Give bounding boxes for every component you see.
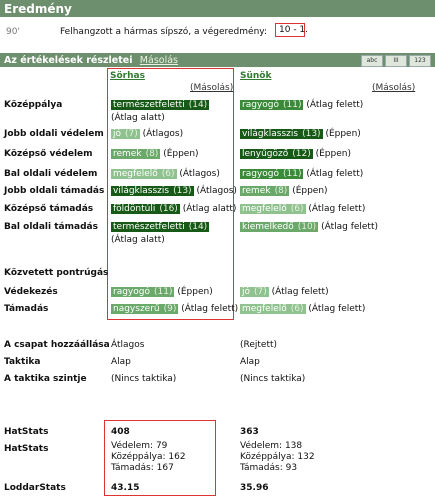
home-rating-right-attack-qual: (Átlagos) [196,186,237,196]
home-rating-right-defense-level: (7) [125,129,138,139]
home-rating-right-attack-value: világklasszis [113,186,170,196]
home-rating-left-attack [111,221,233,247]
details-header [0,53,435,67]
home-loddarstats: 43.15 [111,483,140,493]
away-hatstats-total: 363 [240,427,259,437]
home-hatstats-midfield: Középpálya: 162 [111,452,186,462]
away-rating-left-attack [240,221,430,234]
hatstats-total-label: HatStats [4,427,49,437]
home-copy-link[interactable]: (Másolás) [190,83,234,93]
home-setpiece-defense-value: ragyogó [113,287,150,297]
away-rating-right-attack-value: remek [242,186,271,196]
away-rating-central-attack-qual: (Átlag felett) [308,204,366,214]
rating-label-right-attack: Jobb oldali támadás [4,186,105,196]
away-rating-midfield-level: (11) [282,100,302,110]
home-team-name[interactable]: Sörhas [110,71,145,81]
away-rating-central-attack-value: megfelelő [242,204,287,214]
away-tactic-level: (Nincs taktika) [240,374,306,384]
away-rating-right-attack-level: (8) [274,186,288,196]
away-setpiece-attack-qual: (Átlag felett) [308,304,366,314]
away-attitude: (Rejtett) [240,340,278,350]
away-rating-central-attack [240,203,365,216]
away-setpiece-attack-value: megfelelő [242,304,287,314]
away-rating-midfield-qual: (Átlag felett) [306,100,364,110]
home-rating-left-defense-level: (6) [161,169,175,179]
home-rating-left-attack-value: természetfeletti [113,222,185,232]
away-rating-central-defense-level: (12) [292,149,311,159]
away-rating-left-attack-value: kiemelkedő [242,222,294,232]
away-setpiece-attack-level: (6) [290,304,304,314]
away-rating-central-defense-qual: (Éppen) [315,149,351,159]
away-rating-right-attack [240,185,328,198]
away-rating-left-defense-qual: (Átlag felett) [306,169,364,179]
home-setpiece-attack-qual: (Átlag felett) [181,304,239,314]
home-rating-right-defense [111,128,183,141]
away-setpiece-attack [240,303,365,316]
home-rating-left-attack-level: (14) [188,222,208,232]
hatstats-breakdown-label: HatStats [4,444,49,454]
view-numbers-button[interactable]: 123 [409,55,431,67]
result-header [0,0,435,17]
home-setpiece-defense-level: (11) [153,287,173,297]
view-text-button[interactable]: abc [361,55,383,67]
away-rating-right-defense [240,128,361,141]
home-rating-central-attack-level: (16) [159,204,178,214]
home-setpiece-attack [111,303,238,316]
away-hatstats-attack: Támadás: 93 [240,463,298,473]
indirect-setpieces-label: Közvetett pontrúgás [4,268,109,278]
home-rating-central-attack-qual: (Átlag alatt) [182,204,237,214]
home-rating-left-defense-qual: (Átlagos) [179,169,220,179]
home-tactic: Alap [111,357,131,367]
away-hatstats-defense: Védelem: 138 [240,441,303,451]
home-rating-right-attack-level: (13) [173,186,192,196]
view-buttons [361,55,431,67]
home-rating-central-defense-qual: (Éppen) [163,149,199,159]
final-score: 10 - 1. [275,23,305,37]
loddarstats-label: LoddarStats [4,483,66,493]
home-rating-midfield-qual: (Átlag alatt) [111,113,165,123]
rating-label-central-defense: Középső védelem [4,149,93,159]
away-rating-left-defense-level: (11) [282,169,302,179]
home-rating-midfield [111,99,233,125]
away-rating-central-attack-level: (6) [290,204,304,214]
view-bars-button[interactable]: III [385,55,407,67]
away-rating-midfield-value: ragyogó [242,100,279,110]
away-rating-right-defense-value: világklasszis [242,129,299,139]
home-rating-central-defense [111,148,199,161]
away-hatstats-midfield: Középpálya: 132 [240,452,315,462]
away-hatstats-breakdown [240,441,315,474]
away-loddarstats: 35.96 [240,483,269,493]
home-rating-left-defense-value: megfelelő [113,169,158,179]
match-minute: 90' [6,27,20,37]
result-text: Felhangzott a hármas sípszó, a végeredmény: [60,27,267,37]
result-title: Eredmény [4,2,72,16]
rating-label-midfield: Középpálya [4,100,63,110]
home-rating-left-attack-qual: (Átlag alatt) [111,235,165,245]
attitude-label: A csapat hozzáállása [4,340,110,350]
away-rating-left-defense [240,168,363,181]
home-hatstats-defense: Védelem: 79 [111,441,168,451]
away-tactic: Alap [240,357,260,367]
away-copy-link[interactable]: (Másolás) [372,83,416,93]
away-rating-right-defense-level: (13) [302,129,321,139]
away-setpiece-defense-value: jó [242,287,251,297]
home-setpiece-attack-value: nagyszerű [113,304,160,314]
copy-link[interactable]: Másolás [139,55,178,66]
setpiece-label-defense: Védekezés [4,287,58,297]
home-rating-left-defense [111,168,220,181]
home-tactic-level: (Nincs taktika) [111,374,177,384]
home-rating-midfield-value: természetfeletti [113,100,185,110]
away-rating-right-attack-qual: (Éppen) [292,186,328,196]
away-setpiece-defense-qual: (Átlag felett) [271,287,329,297]
details-title: Az értékelések részletei [4,55,133,66]
rating-label-central-attack: Középső támadás [4,204,94,214]
home-rating-central-defense-value: remek [113,149,142,159]
home-rating-central-attack-value: földöntúli [113,204,156,214]
home-hatstats-breakdown [111,441,186,474]
home-rating-midfield-level: (14) [188,100,208,110]
rating-label-left-defense: Bal oldali védelem [4,169,98,179]
away-rating-central-defense [240,148,351,161]
away-team-name[interactable]: Sünök [240,71,272,81]
home-attitude: Átlagos [111,340,145,350]
home-rating-right-attack [111,185,237,198]
away-rating-left-attack-level: (10) [297,222,317,232]
rating-label-right-defense: Jobb oldali védelem [4,129,104,139]
home-hatstats-attack: Támadás: 167 [111,463,174,473]
tactic-level-label: A taktika szintje [4,374,87,384]
home-rating-right-defense-qual: (Átlagos) [142,129,184,139]
away-setpiece-defense-level: (7) [254,287,267,297]
home-rating-right-defense-value: jó [113,129,122,139]
away-rating-midfield [240,99,363,112]
away-rating-left-attack-qual: (Átlag felett) [321,222,379,232]
home-hatstats-total: 408 [111,427,130,437]
tactic-label: Taktika [4,357,41,367]
home-rating-central-attack [111,203,236,216]
home-setpiece-defense [111,286,213,299]
away-setpiece-defense [240,286,329,299]
away-rating-central-defense-value: lenyűgöző [242,149,289,159]
home-setpiece-defense-qual: (Éppen) [177,287,213,297]
away-rating-right-defense-qual: (Éppen) [325,129,361,139]
away-rating-left-defense-value: ragyogó [242,169,279,179]
home-rating-central-defense-level: (8) [145,149,159,159]
setpiece-label-attack: Támadás [4,304,49,314]
home-setpiece-attack-level: (9) [163,304,177,314]
rating-label-left-attack: Bal oldali támadás [4,222,98,232]
